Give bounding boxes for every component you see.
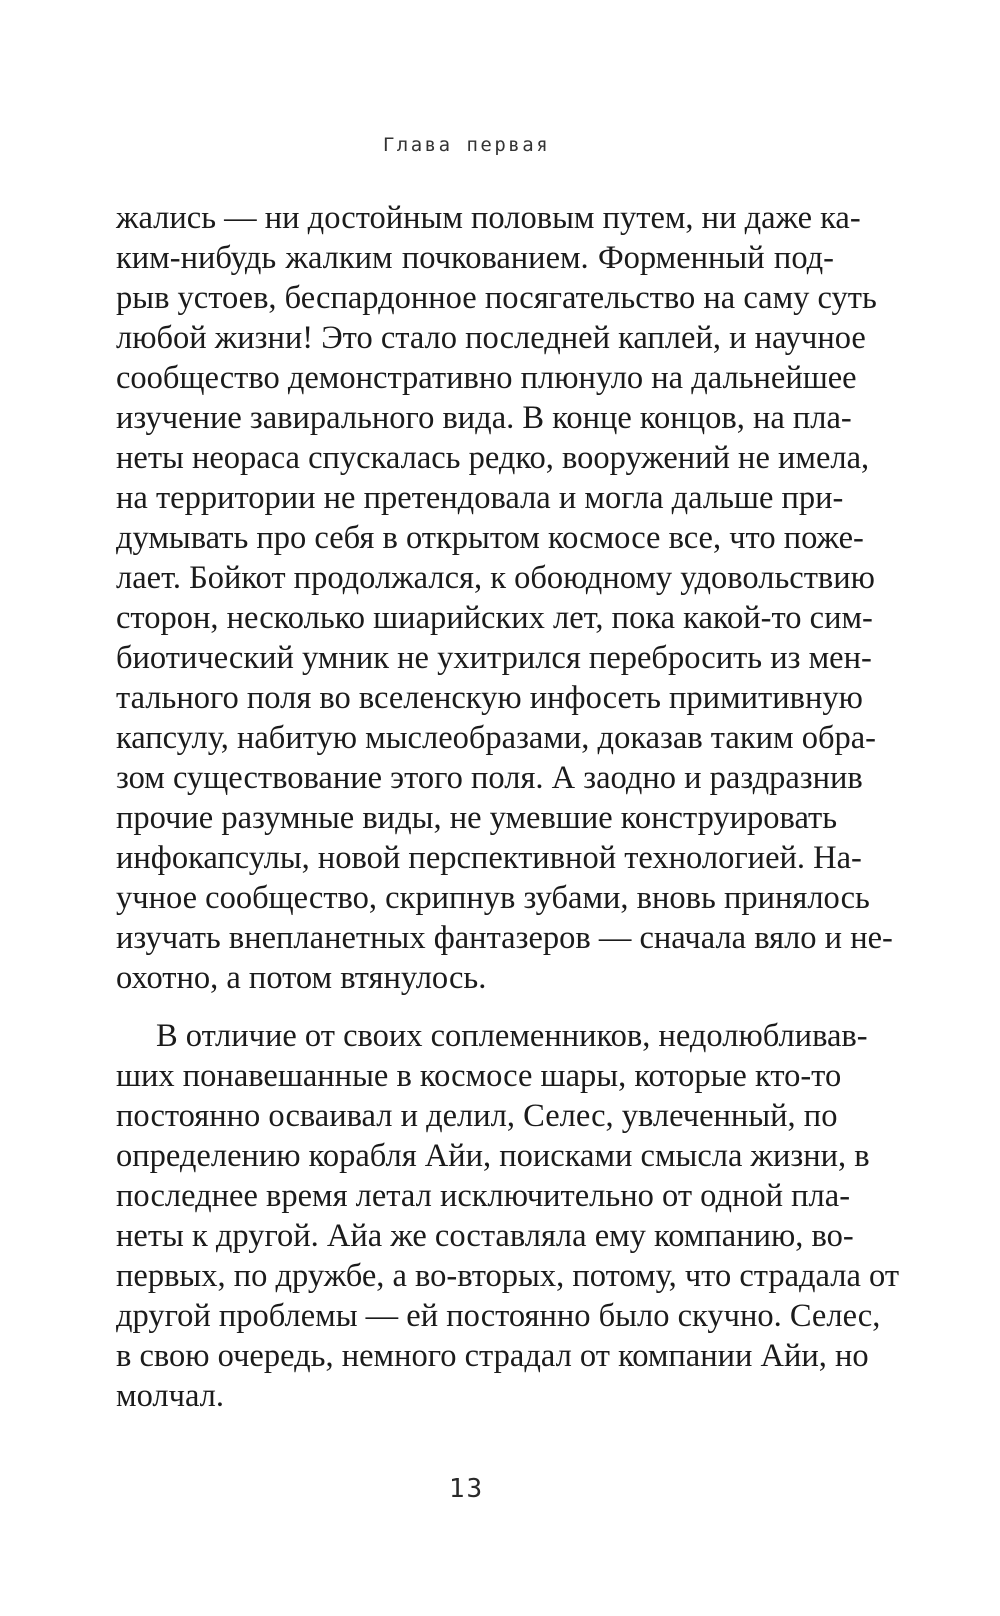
- text-line: думывать про себя в открытом космосе все, что поже-: [116, 520, 864, 556]
- text-line: зом существование этого поля. А заодно и раздразнив: [116, 760, 863, 796]
- text-line: любой жизни! Это стало последней каплей, и научное: [116, 320, 866, 356]
- text-line: биотический умник не ухитрился перебросить из мен-: [116, 640, 872, 676]
- text-line: последнее время летал исключительно от одной пла-: [116, 1178, 851, 1214]
- text-line: В отличие от своих соплеменников, недолюбливав-: [156, 1018, 868, 1054]
- text-line: лает. Бойкот продолжался, к обоюдному удовольствию: [116, 560, 875, 596]
- text-line: рыв устоев, беспардонное посягательство на саму суть: [116, 280, 877, 316]
- text-line: тального поля во вселенскую инфосеть примитивную: [116, 680, 863, 716]
- text-line: на территории не претендовала и могла дальше при-: [116, 480, 844, 516]
- text-line: охотно, а потом втянулось.: [116, 960, 487, 996]
- text-line: в свою очередь, немного страдал от компании Айи, но: [116, 1338, 869, 1374]
- text-line: ким-нибудь жалким почкованием. Форменный под-: [116, 240, 834, 276]
- text-line: первых, по дружбе, а во-вторых, потому, что страдала от: [116, 1258, 900, 1294]
- text-line: учное сообщество, скрипнув зубами, вновь принялось: [116, 880, 870, 916]
- page-number: 13: [448, 1474, 485, 1504]
- running-head-chapter-title: Глава первая: [382, 134, 551, 156]
- text-line: капсулу, набитую мыслеобразами, доказав таким обра-: [116, 720, 876, 756]
- text-line: жались — ни достойным половым путем, ни даже ка-: [116, 200, 861, 236]
- paragraph-1: [116, 198, 893, 998]
- text-line: определению корабля Айи, поисками смысла жизни, в: [116, 1138, 870, 1174]
- text-line: сторон, несколько шиарийских лет, пока какой-то сим-: [116, 600, 873, 636]
- text-line: неты к другой. Айа же составляла ему компанию, во-: [116, 1218, 854, 1254]
- text-line: прочие разумные виды, не умевшие конструировать: [116, 800, 838, 836]
- text-line: постоянно осваивал и делил, Селес, увлеченный, по: [116, 1098, 838, 1134]
- text-line: молчал.: [116, 1378, 225, 1414]
- text-line: изучать внепланетных фантазеров — сначала вяло и не-: [116, 920, 893, 956]
- text-line: другой проблемы — ей постоянно было скучно. Селес,: [116, 1298, 881, 1334]
- paragraph-2: [116, 1016, 900, 1416]
- text-line: изучение завирального вида. В конце концов, на пла-: [116, 400, 852, 436]
- text-line: инфокапсулы, новой перспективной технологией. На-: [116, 840, 862, 876]
- text-line: ших понавешанные в космосе шары, которые кто-то: [116, 1058, 842, 1094]
- text-line: неты неораса спускалась редко, вооружений не имела,: [116, 440, 870, 476]
- text-line: сообщество демонстративно плюнуло на дальнейшее: [116, 360, 857, 396]
